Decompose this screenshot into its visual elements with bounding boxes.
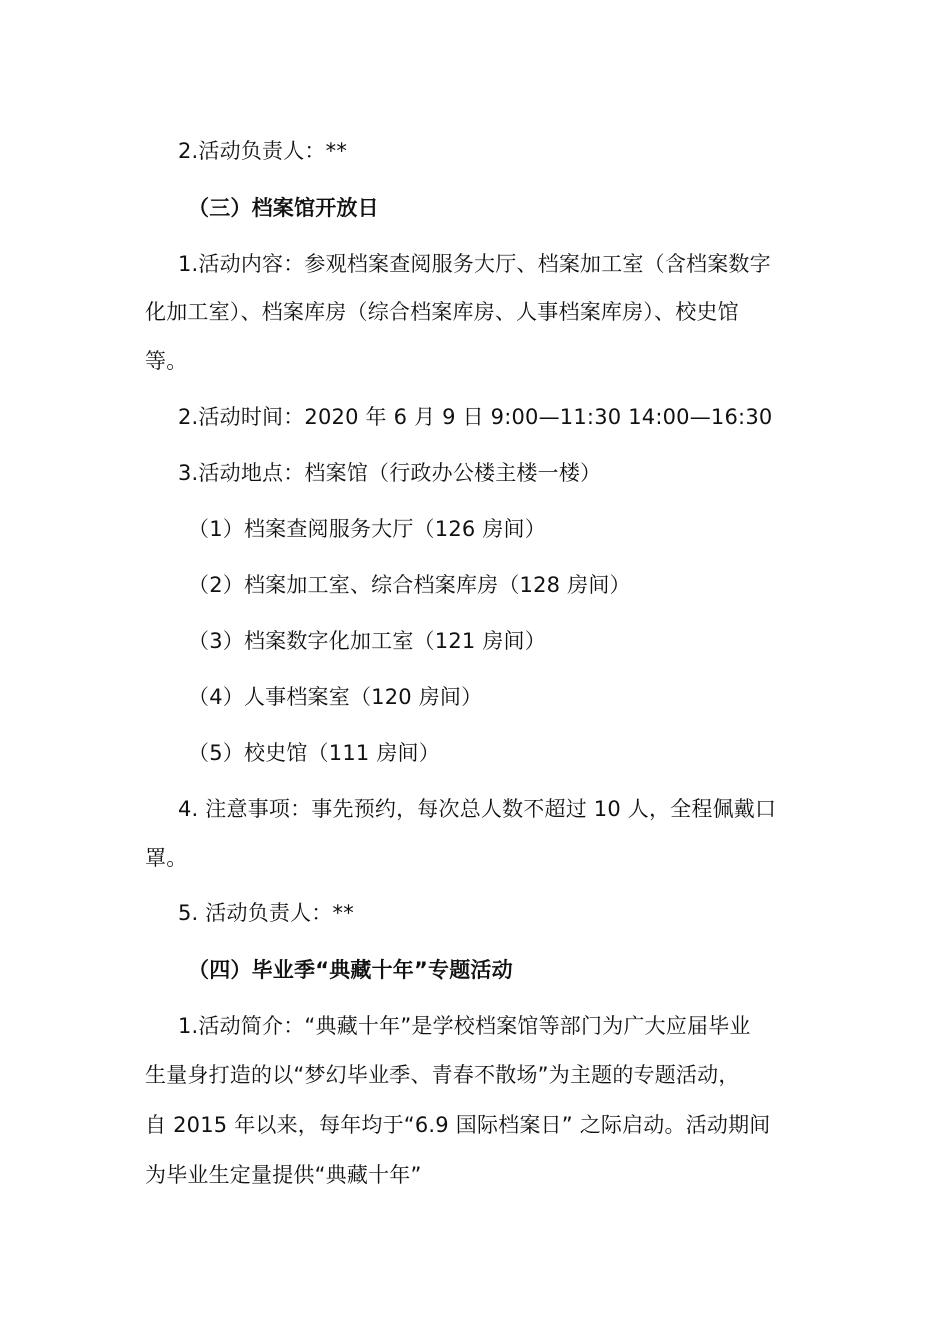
location-item-4: （4）人事档案室（120 房间） — [188, 685, 483, 709]
responsible-person-line: 2.活动负责人：** — [178, 139, 348, 163]
responsible-person-line-2: 5. 活动负责人：** — [178, 901, 354, 925]
activity-intro-line-4: 为毕业生定量提供“典藏十年” — [145, 1163, 422, 1187]
activity-location-line: 3.活动地点：档案馆（行政办公楼主楼一楼） — [178, 461, 602, 485]
activity-time-line: 2.活动时间：2020 年 6 月 9 日 9:00—11:30 14:00—16:30 — [178, 405, 773, 429]
location-item-5: （5）校史馆（111 房间） — [188, 741, 440, 765]
location-item-2: （2）档案加工室、综合档案库房（128 房间） — [188, 573, 631, 597]
activity-intro-line: 1.活动简介：“典藏十年”是学校档案馆等部门为广大应届毕业 — [178, 1014, 751, 1038]
section-heading-open-day: （三）档案馆开放日 — [188, 196, 379, 220]
activity-content-continued-line: 化加工室）、档案库房（综合档案库房、人事档案库房）、校史馆 — [145, 300, 739, 324]
activity-intro-line-2: 生量身打造的以“梦幻毕业季、青春不散场”为主题的专题活动， — [145, 1063, 740, 1087]
section-heading-graduation: （四）毕业季“典藏十年”专题活动 — [188, 958, 513, 982]
location-item-1: （1）档案查阅服务大厅（126 房间） — [188, 517, 546, 541]
notice-continued-line: 罩。 — [145, 846, 188, 870]
activity-content-line: 1.活动内容：参观档案查阅服务大厅、档案加工室（含档案数字 — [178, 252, 771, 276]
activity-content-end-line: 等。 — [145, 349, 188, 373]
activity-intro-line-3: 自 2015 年以来，每年均于“6.9 国际档案日” 之际启动。活动期间 — [145, 1113, 771, 1137]
notice-line: 4. 注意事项：事先预约，每次总人数不超过 10 人，全程佩戴口 — [178, 797, 777, 821]
location-item-3: （3）档案数字化加工室（121 房间） — [188, 629, 546, 653]
